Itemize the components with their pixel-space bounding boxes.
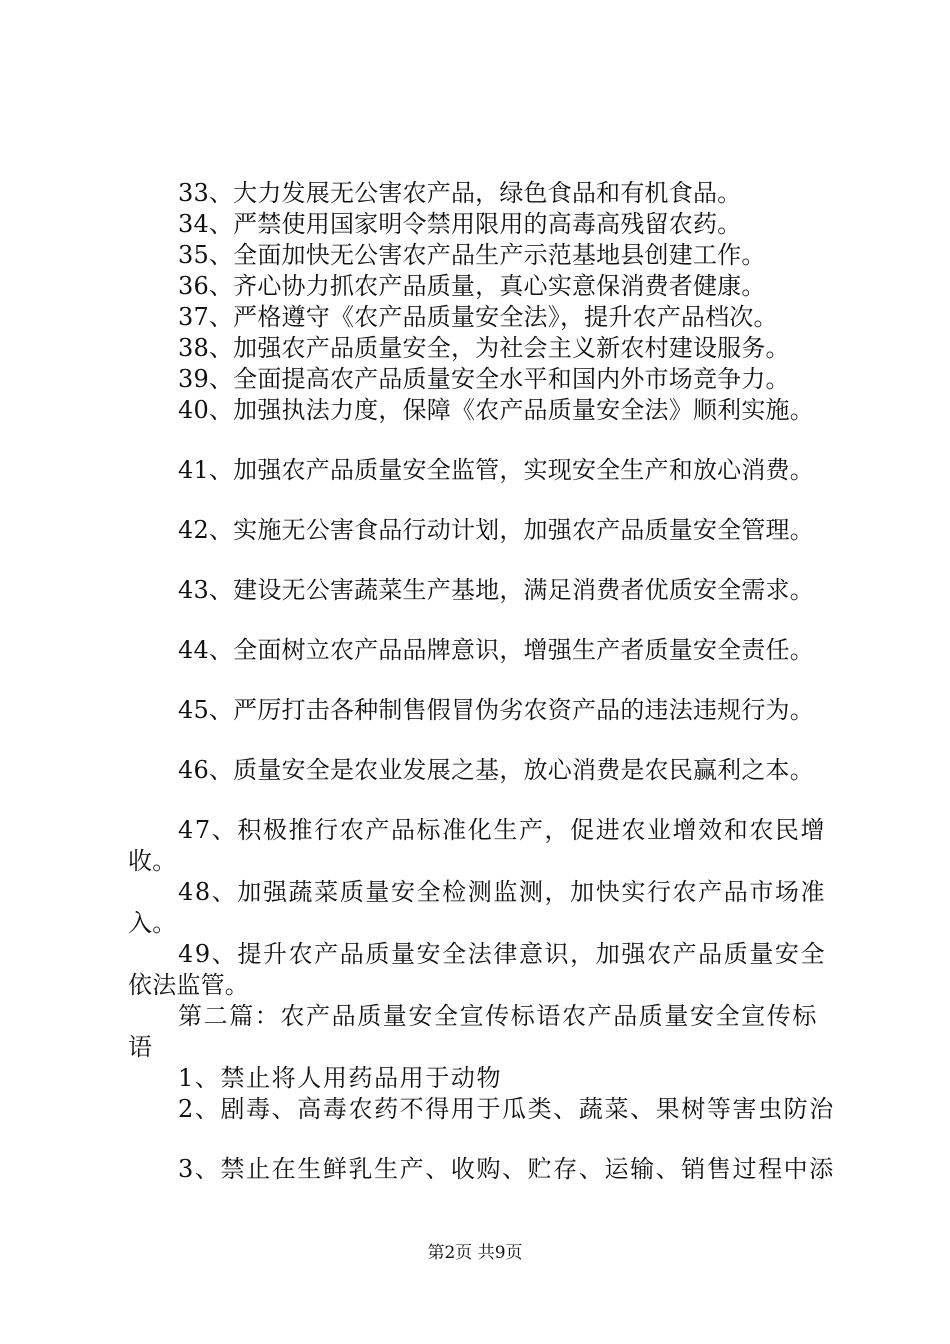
slogan-line-34: 34、严禁使用国家明令禁用限用的高毒高残留农药。 (178, 210, 742, 238)
section-heading: 第二篇：农产品质量安全宣传标语农产品质量安全宣传标 (178, 1002, 818, 1030)
slogan-line-36: 36、齐心协力抓农产品质量，真心实意保消费者健康。 (178, 272, 766, 300)
slogan-line-41: 41、加强农产品质量安全监管，实现安全生产和放心消费。 (178, 456, 814, 484)
slogan-line-48: 48、加强蔬菜质量安全检测监测，加快实行农产品市场准 (178, 878, 827, 906)
slogan-line-47-cont: 收。 (128, 847, 177, 875)
slogan-line-44: 44、全面树立农产品品牌意识，增强生产者质量安全责任。 (178, 636, 814, 664)
slogan-line-42: 42、实施无公害食品行动计划，加强农产品质量安全管理。 (178, 516, 814, 544)
slogan-line-45: 45、严厉打击各种制售假冒伪劣农资产品的违法违规行为。 (178, 696, 814, 724)
slogan-line-33: 33、大力发展无公害农产品，绿色食品和有机食品。 (178, 179, 742, 207)
slogan-line-2: 2、剧毒、高毒农药不得用于瓜类、蔬菜、果树等害虫防治 (178, 1095, 835, 1123)
slogan-line-40: 40、加强执法力度，保障《农产品质量安全法》顺利实施。 (178, 396, 814, 424)
slogan-line-43: 43、建设无公害蔬菜生产基地，满足消费者优质安全需求。 (178, 576, 814, 604)
section-heading-cont: 语 (128, 1033, 153, 1061)
slogan-line-37: 37、严格遵守《农产品质量安全法》，提升农产品档次。 (178, 303, 778, 331)
slogan-line-49: 49、提升农产品质量安全法律意识，加强农产品质量安全 (178, 940, 827, 968)
slogan-line-47: 47、积极推行农产品标准化生产，促进农业增效和农民增 (178, 816, 827, 844)
slogan-line-39: 39、全面提高农产品质量安全水平和国内外市场竞争力。 (178, 365, 790, 393)
slogan-line-3: 3、禁止在生鲜乳生产、收购、贮存、运输、销售过程中添 (178, 1155, 835, 1183)
slogan-line-46: 46、质量安全是农业发展之基，放心消费是农民赢利之本。 (178, 756, 814, 784)
slogan-line-38: 38、加强农产品质量安全，为社会主义新农村建设服务。 (178, 334, 790, 362)
page-footer: 第2页 共9页 (427, 1243, 523, 1263)
slogan-line-35: 35、全面加快无公害农产品生产示范基地县创建工作。 (178, 241, 766, 269)
slogan-line-49-cont: 依法监管。 (128, 971, 249, 999)
slogan-line-48-cont: 入。 (128, 909, 177, 937)
slogan-line-1: 1、禁止将人用药品用于动物 (178, 1064, 503, 1092)
